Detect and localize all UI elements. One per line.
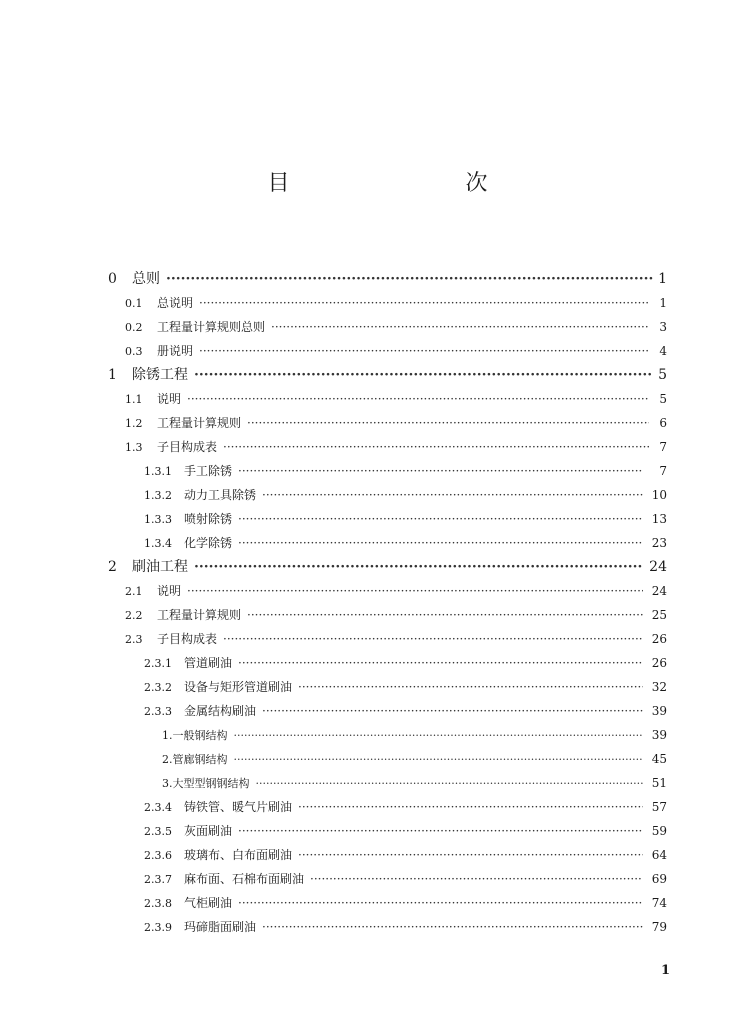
toc-entry [144,915,667,939]
leader-dots [298,675,643,699]
toc-number: 1.3.1 [144,465,172,478]
leader-dots [223,435,649,459]
toc-title: 刷油工程 [132,559,188,575]
toc-title: 总则 [132,271,160,287]
leader-dots [262,483,643,507]
toc-entry [144,819,667,843]
toc-title: 灰面刷油 [184,824,233,838]
toc-page: 24 [651,584,667,598]
toc-title: 手工除锈 [184,464,233,478]
toc-page: 51 [651,776,667,790]
toc-page: 79 [651,920,667,934]
toc-number: 2.3.3 [144,705,172,718]
toc-number: 1.3.3 [144,513,172,526]
toc-number: 0.2 [125,321,143,334]
toc-number: 2.3.4 [144,801,172,814]
toc-number: 1.1 [125,393,143,406]
toc-entry [162,771,667,795]
toc-entry [162,723,667,747]
toc-title: 除锈工程 [132,367,188,383]
toc-title: 麻布面、石棉布面刷油 [184,872,305,886]
toc-page: 23 [651,536,667,550]
toc-title: 化学除锈 [184,536,233,550]
toc-number: 2.3.9 [144,921,172,934]
leader-dots [238,531,643,555]
toc-entry [144,507,667,531]
toc-title: 铸铁管、暖气片刷油 [184,800,293,814]
toc-number: 2.3.1 [144,657,172,670]
page-title: 目 次 [267,171,532,196]
toc-page: 1 [659,296,667,310]
toc-page: 39 [651,728,667,742]
toc-title: 2.管廊钢结构 [162,753,228,766]
toc-page: 69 [651,872,667,886]
toc-title: 子目构成表 [157,440,218,454]
toc-page: 64 [651,848,667,862]
leader-dots [238,651,643,675]
toc-title: 工程量计算规则 [157,608,242,622]
toc-entry [108,267,667,291]
toc-title: 金属结构刷油 [184,704,257,718]
leader-dots [238,459,643,483]
toc-page: 39 [651,704,667,718]
leader-dots [256,772,644,796]
toc-page: 1 [658,271,667,287]
leader-dots [310,867,643,891]
toc-page: 3 [659,320,667,334]
toc-number: 1 [108,367,117,383]
toc-entry [144,843,667,867]
toc-number: 2.3.8 [144,897,172,910]
toc-page: 59 [651,824,667,838]
toc-title: 工程量计算规则总则 [157,320,266,334]
toc-entry [162,747,667,771]
toc-entry [144,675,667,699]
toc-entry [144,531,667,555]
toc-page: 24 [649,559,667,575]
toc-number: 2 [108,559,117,575]
toc-title: 总说明 [157,296,194,310]
page-number: 1 [660,963,670,978]
toc-page: 57 [651,800,667,814]
toc-page: 74 [651,896,667,910]
leader-dots [234,724,644,748]
toc-entry [144,699,667,723]
leader-dots [238,507,643,531]
toc-title: 设备与矩形管道刷油 [184,680,293,694]
toc-page: 6 [659,416,667,430]
leader-dots [262,915,643,939]
toc-page: 26 [651,632,667,646]
toc-title: 子目构成表 [157,632,218,646]
leader-dots [298,795,643,819]
toc-entry [144,483,667,507]
toc-title: 玻璃布、白布面刷油 [184,848,293,862]
toc-entry [125,387,667,411]
leader-dots [271,315,649,339]
toc-number: 0 [108,271,117,287]
toc-entry [144,891,667,915]
toc-entry [144,651,667,675]
toc-title: 说明 [157,584,182,598]
leader-dots [223,627,643,651]
toc-title: 册说明 [157,344,194,358]
toc-number: 1.3.2 [144,489,172,502]
toc-entry [144,867,667,891]
toc-page: 7 [659,440,667,454]
toc-page: 5 [659,392,667,406]
leader-dots [194,555,643,579]
toc-title: 说明 [157,392,182,406]
toc-entry [144,795,667,819]
toc-number: 1.2 [125,417,143,430]
toc-entry [144,459,667,483]
toc-page: 45 [651,752,667,766]
toc-number: 2.2 [125,609,143,622]
toc-number: 2.3.6 [144,849,172,862]
toc-number: 2.3.2 [144,681,172,694]
toc-entry [125,627,667,651]
toc-title: 1.一般钢结构 [162,729,228,742]
toc-entry [125,579,667,603]
toc-number: 2.3.7 [144,873,172,886]
toc-page: 26 [651,656,667,670]
leader-dots [298,843,643,867]
toc-number: 2.3.5 [144,825,172,838]
toc-number: 2.1 [125,585,143,598]
toc-title: 动力工具除锈 [184,488,257,502]
toc-entry [125,411,667,435]
leader-dots [194,363,653,387]
toc-entry [125,291,667,315]
toc-page: 5 [658,367,667,383]
toc-page: 13 [651,512,667,526]
toc-entry [108,555,667,579]
toc-title: 玛碲脂面刷油 [184,920,257,934]
toc-entry [125,339,667,363]
toc-entry [125,435,667,459]
toc-entry [125,315,667,339]
leader-dots [234,748,644,772]
toc-title: 管道刷油 [184,656,233,670]
toc-title: 工程量计算规则 [157,416,242,430]
leader-dots [238,819,643,843]
toc-number: 1.3.4 [144,537,172,550]
leader-dots [187,579,643,603]
toc-title: 气柜刷油 [184,896,233,910]
leader-dots [199,339,649,363]
toc-page: 7 [659,464,667,478]
toc-entry [125,603,667,627]
toc-page: 4 [659,344,667,358]
toc-title: 喷射除锈 [184,512,233,526]
toc-page: 25 [651,608,667,622]
toc-number: 1.3 [125,441,143,454]
leader-dots [247,603,643,627]
toc-title: 3.大型型钢钢结构 [162,777,250,790]
toc-number: 2.3 [125,633,143,646]
leader-dots [262,699,643,723]
toc-entry [108,363,667,387]
leader-dots [187,387,649,411]
toc-page: 32 [651,680,667,694]
toc-page: 10 [651,488,667,502]
leader-dots [166,267,653,291]
leader-dots [199,291,649,315]
leader-dots [247,411,649,435]
toc-number: 0.1 [125,297,143,310]
leader-dots [238,891,643,915]
toc-number: 0.3 [125,345,143,358]
